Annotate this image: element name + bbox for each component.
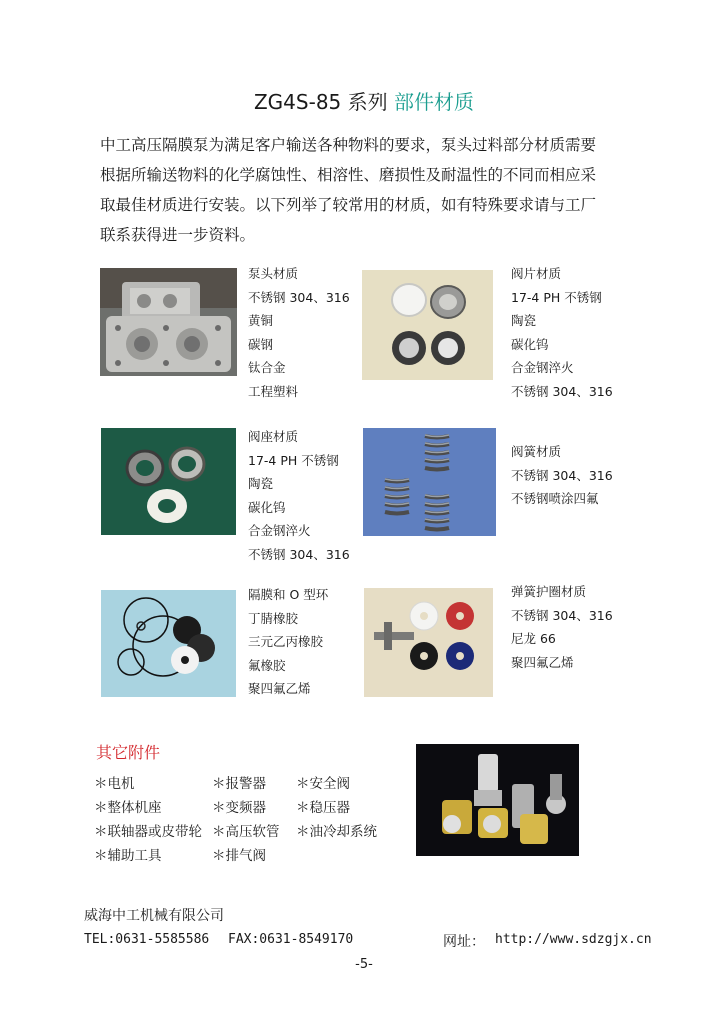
material-item: 黄铜	[248, 313, 274, 329]
material-item: 合金钢淬火	[248, 523, 311, 539]
valve-seat-materials	[248, 425, 350, 567]
material-item: 不锈钢 304、316	[511, 607, 613, 623]
material-title: 阀簧材质	[511, 444, 562, 459]
material-item: 不锈钢 304、316	[511, 383, 613, 399]
material-item: 碳化钨	[248, 499, 286, 515]
spring-retainer-materials	[511, 580, 613, 674]
intro-line: 中工高压隔膜泵为满足客户输送各种物料的要求，泵头过料部分材质需要	[100, 136, 597, 154]
accessory-item: ＊电机	[94, 776, 135, 792]
material-item: 合金钢淬火	[511, 360, 574, 376]
accessory-item: ＊安全阀	[296, 776, 350, 792]
material-item: 钛合金	[248, 360, 286, 376]
material-item: 不锈钢 304、316	[248, 546, 350, 562]
accessory-item: ＊整体机座	[94, 800, 162, 816]
diaphragm-photo	[101, 590, 236, 697]
intro-line: 取最佳材质进行安装。以下列举了较常用的材质，如有特殊要求请与工厂	[100, 196, 597, 214]
material-item: 17-4 PH 不锈钢	[511, 289, 602, 305]
accessories-title: 其它附件	[96, 743, 161, 762]
intro-line: 联系获得进一步资料。	[100, 226, 256, 244]
material-item: 工程塑料	[248, 383, 299, 399]
page-number: -5-	[355, 957, 373, 972]
website-url[interactable]: http://www.sdzgjx.cn	[495, 932, 652, 947]
material-item: 碳钢	[248, 336, 274, 352]
fax: FAX:0631-8549170	[228, 932, 354, 947]
accessory-item: ＊油冷却系统	[296, 824, 377, 840]
material-item: 陶瓷	[248, 476, 274, 492]
spring-retainer-photo	[364, 588, 493, 697]
material-item: 氟橡胶	[248, 657, 286, 673]
material-title: 弹簧护圈材质	[511, 584, 587, 599]
material-item: 尼龙 66	[511, 631, 556, 647]
intro-paragraph	[100, 130, 660, 250]
valve-spring-photo	[363, 428, 496, 536]
material-item: 不锈钢 304、316	[511, 467, 613, 483]
website-label: 网址：	[443, 934, 485, 950]
telephone: TEL:0631-5585586	[84, 932, 210, 947]
valve-disc-materials	[511, 262, 613, 404]
company-name: 威海中工机械有限公司	[84, 908, 224, 924]
material-title: 阀片材质	[511, 266, 562, 281]
material-item: 丁腈橡胶	[248, 610, 299, 626]
accessory-item: ＊稳压器	[296, 800, 350, 816]
material-item: 聚四氟乙烯	[511, 654, 574, 670]
material-item: 碳化钨	[511, 336, 549, 352]
page-title	[0, 86, 728, 115]
material-title: 阀座材质	[248, 429, 299, 444]
valve-seat-photo	[101, 428, 236, 535]
material-item: 三元乙丙橡胶	[248, 634, 324, 650]
pump-head-photo	[100, 268, 237, 376]
page-title-accent: 部件材质	[394, 90, 474, 114]
accessory-item: ＊变频器	[212, 800, 266, 816]
material-item: 不锈钢 304、316	[248, 289, 350, 305]
material-item: 聚四氟乙烯	[248, 681, 311, 697]
material-item: 17-4 PH 不锈钢	[248, 452, 339, 468]
pump-head-materials	[248, 262, 350, 404]
accessory-item: ＊报警器	[212, 776, 266, 792]
accessory-item: ＊高压软管	[212, 824, 280, 840]
valve-disc-photo	[362, 270, 493, 380]
accessory-item: ＊联轴器或皮带轮	[94, 824, 202, 840]
material-title: 泵头材质	[248, 266, 299, 281]
accessory-item: ＊排气阀	[212, 848, 266, 864]
accessory-item: ＊辅助工具	[94, 848, 162, 864]
page-title-main: ZG4S-85 系列	[253, 90, 388, 114]
diaphragm-materials	[248, 583, 328, 701]
material-title: 隔膜和 O 型环	[248, 587, 329, 602]
accessories-photo	[416, 744, 579, 856]
material-item: 陶瓷	[511, 313, 537, 329]
material-item: 不锈钢喷涂四氟	[511, 491, 599, 507]
valve-spring-materials	[511, 440, 613, 511]
intro-line: 根据所输送物料的化学腐蚀性、相溶性、磨损性及耐温性的不同而相应采	[100, 166, 597, 184]
